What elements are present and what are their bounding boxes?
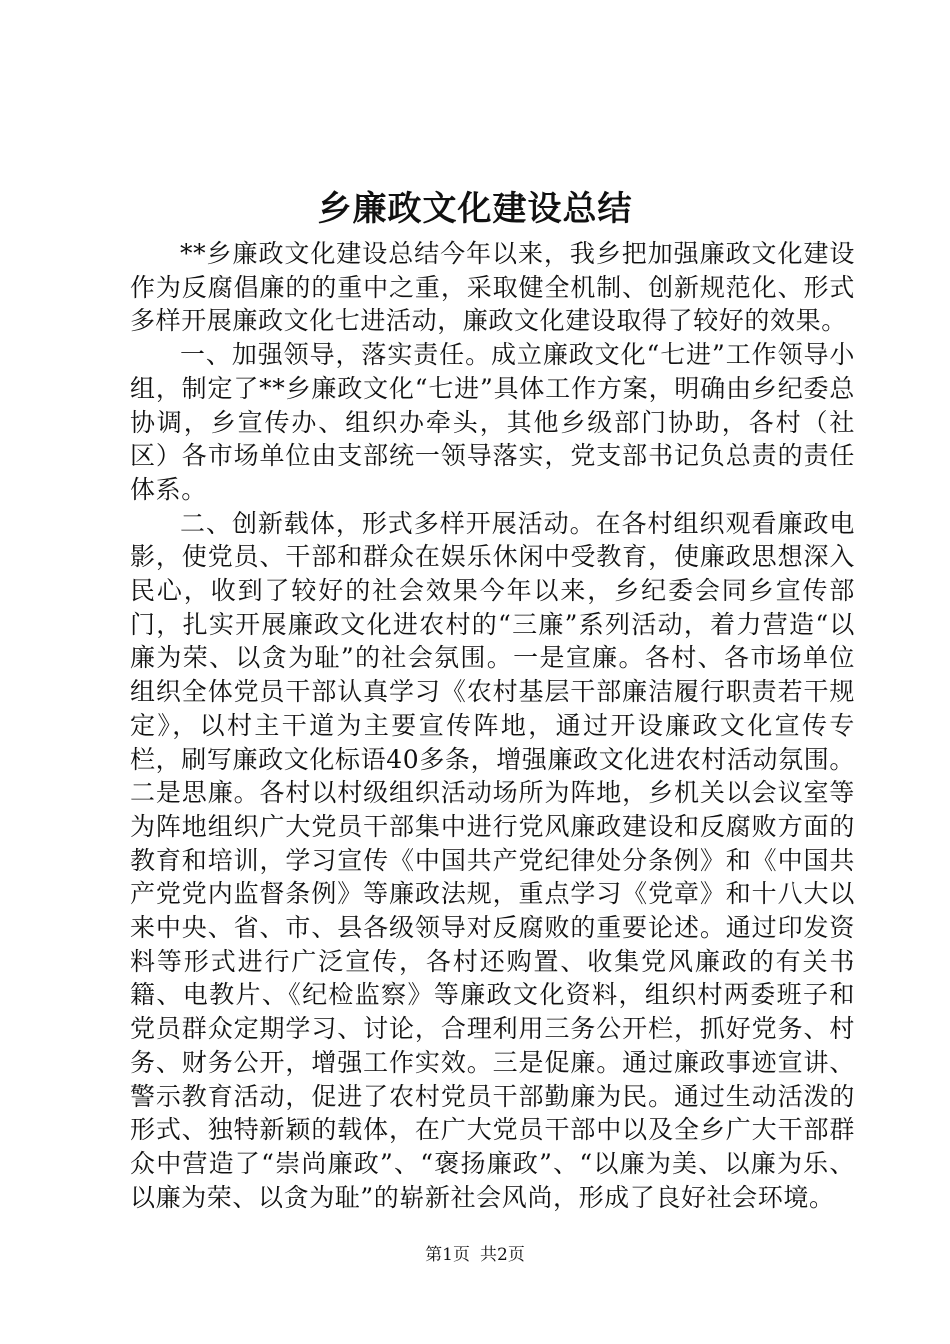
paragraph-intro: **乡廉政文化建设总结今年以来，我乡把加强廉政文化建设作为反腐倡廉的的重中之重，采取健全机制、创新规范化、形式多样开展廉政文化七进活动，廉政文化建设取得了较好的效果。 — [130, 239, 855, 336]
paragraph-section-1: 一、加强领导，落实责任。成立廉政文化“七进”工作领导小组，制定了**乡廉政文化“七进”具体工作方案，明确由乡纪委总协调，乡宣传办、组织办牵头，其他乡级部门协助，各村（社区）各市场单位由支部统一领导落实，党支部书记负总责的责任体系。 — [130, 340, 855, 504]
document-body — [130, 237, 855, 1214]
page-number: 第1页 — [425, 1245, 470, 1265]
document-title: 乡廉政文化建设总结 — [317, 189, 633, 229]
page-total: 共2页 — [480, 1245, 525, 1265]
page-footer — [0, 1244, 950, 1266]
paragraph-section-2: 二、创新载体，形式多样开展活动。在各村组织观看廉政电影，使党员、干部和群众在娱乐休闲中受教育，使廉政思想深入民心，收到了较好的社会效果今年以来，乡纪委会同乡宣传部门，扎实开展廉政文化进农村的“三廉”系列活动，着力营造“以廉为荣、以贪为耻”的社会氛围。一是宣廉。各村、各市场单位组织全体党员干部认真学习《农村基层干部廉洁履行职责若干规定》，以村主干道为主要宣传阵地，通过开设廉政文化宣传专栏，刷写廉政文化标语40多条，增强廉政文化进农村活动氛围。二是思廉。各村以村级组织活动场所为阵地，乡机关以会议室等为阵地组织广大党员干部集中进行党风廉政建设和反腐败方面的教育和培训，学习宣传《中国共产党纪律处分条例》和《中国共产党党内监督条例》等廉政法规，重点学习《党章》和十八大以来中央、省、市、县各级领导对反腐败的重要论述。通过印发资料等形式进行广泛宣传，各村还购置、收集党风廉政的有关书籍、电教片、《纪检监察》等廉政文化资料，组织村两委班子和党员群众定期学习、讨论，合理利用三务公开栏，抓好党务、村务、财务公开，增强工作实效。三是促廉。通过廉政事迹宣讲、警示教育活动，促进了农村党员干部勤廉为民。通过生动活泼的形式、独特新颖的载体，在广大党员干部中以及全乡广大干部群众中营造了“崇尚廉政”、“褒扬廉政”、“以廉为美、以廉为乐、以廉为荣、以贪为耻”的崭新社会风尚，形成了良好社会环境。 — [130, 508, 855, 1212]
